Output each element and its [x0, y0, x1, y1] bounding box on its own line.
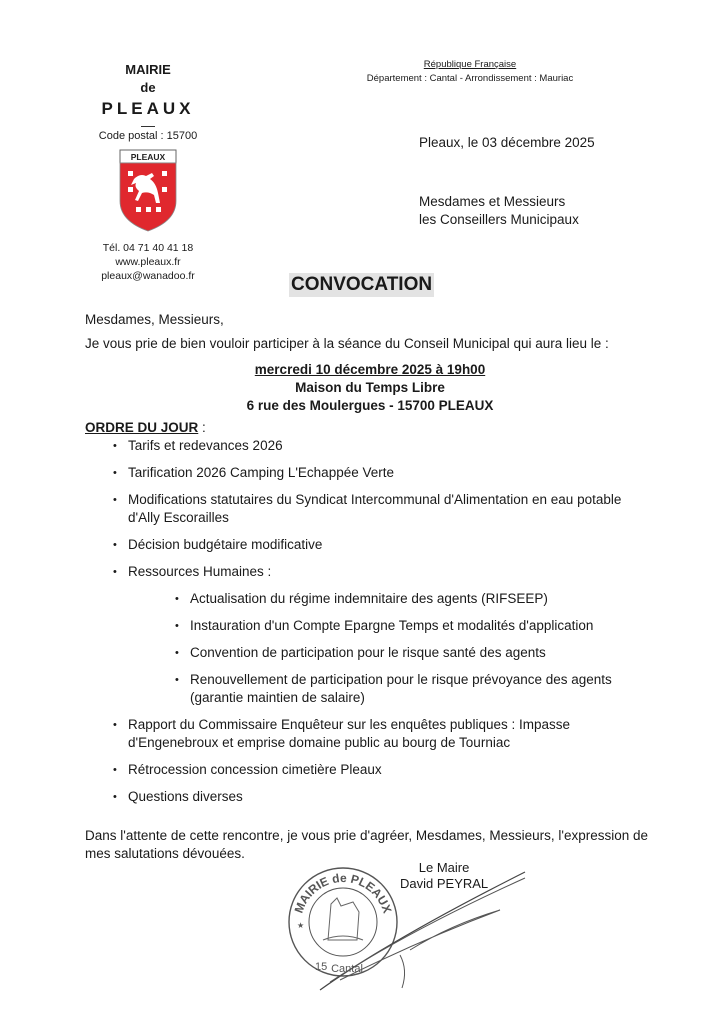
- meeting-venue: Maison du Temps Libre: [295, 380, 445, 395]
- mairie-de: de: [140, 80, 156, 95]
- agenda-item: • Rétrocession concession cimetière Pleaux: [108, 761, 648, 779]
- svg-text:★: ★: [297, 921, 305, 930]
- recipient-block: [419, 193, 579, 229]
- meeting-details: [85, 361, 655, 415]
- coat-of-arms-icon: [116, 149, 180, 233]
- agenda-heading-colon: :: [198, 420, 206, 435]
- handwritten-signature-icon: [300, 870, 530, 1000]
- agenda-subitem: • Instauration d'un Compte Epargne Temps et modalités d'application: [170, 617, 648, 635]
- meeting-datetime: mercredi 10 décembre 2025 à 19h00: [254, 362, 486, 377]
- agenda-subitem: • Renouvellement de participation pour le risque prévoyance des agents (garantie maintien de salaire): [170, 671, 640, 707]
- header-divider: [141, 126, 155, 127]
- email-link[interactable]: pleaux@wanadoo.fr: [101, 270, 195, 282]
- mairie-header: [80, 62, 216, 283]
- stamp-top-text: MAIRIE de PLEAUX: [291, 870, 395, 915]
- website-link[interactable]: www.pleaux.fr: [115, 256, 181, 268]
- republic-header: [330, 58, 610, 86]
- stamp-bottom-text: Cantal: [331, 963, 363, 975]
- crest-label: PLEAUX: [130, 152, 166, 162]
- agenda-item: • Tarifs et redevances 2026: [108, 437, 648, 455]
- agenda-heading: [85, 419, 655, 437]
- agenda-item: • Questions diverses: [108, 788, 648, 806]
- agenda-item: • Tarification 2026 Camping L'Echappée Verte: [108, 464, 648, 482]
- republic-title: République Française: [423, 59, 517, 70]
- agenda-heading-label: ORDRE DU JOUR: [85, 420, 199, 435]
- recipient-line-2: les Conseillers Municipaux: [419, 212, 579, 227]
- agenda-item: • Décision budgétaire modificative: [108, 536, 648, 554]
- document-title: CONVOCATION: [291, 274, 433, 295]
- department-line: Département : Cantal - Arrondissement : Mauriac: [366, 73, 574, 84]
- place-date: Pleaux, le 03 décembre 2025: [419, 135, 595, 150]
- closing-text: Dans l'attente de cette rencontre, je vous prie d'agréer, Mesdames, Messieurs, l'expression de mes salutations dévouées.: [85, 828, 649, 861]
- mairie-title: MAIRIE: [125, 62, 171, 77]
- signatory-name: David PEYRAL: [400, 876, 489, 891]
- intro-text: Je vous prie de bien vouloir participer à la séance du Conseil Municipal qui aura lieu le :: [85, 336, 609, 351]
- agenda-item: • Modifications statutaires du Syndicat Intercommunal d'Alimentation en eau potable d'Ally Escorailles: [108, 491, 628, 527]
- agenda-list: [108, 437, 648, 806]
- meeting-address: 6 rue des Moulergues - 15700 PLEAUX: [246, 398, 494, 413]
- stamp-number: 15: [315, 961, 328, 973]
- mairie-town: PLEAUX: [101, 99, 195, 118]
- recipient-line-1: Mesdames et Messieurs: [419, 194, 566, 209]
- postal-code: Code postal : 15700: [98, 130, 198, 142]
- agenda-item: • Rapport du Commissaire Enquêteur sur les enquêtes publiques : Impasse d'Engenebroux et emprise domaine public au bourg de Tourniac: [108, 716, 593, 752]
- agenda-subitem: • Convention de participation pour le risque santé des agents: [170, 644, 648, 662]
- signatory-title: Le Maire: [418, 860, 470, 875]
- agenda-subitem: • Actualisation du régime indemnitaire des agents (RIFSEEP): [170, 590, 648, 608]
- salutation: Mesdames, Messieurs,: [85, 312, 224, 327]
- phone-number: Tél. 04 71 40 41 18: [102, 242, 194, 254]
- agenda-item: • Ressources Humaines :: [108, 563, 648, 581]
- agenda-sublist: [108, 590, 648, 707]
